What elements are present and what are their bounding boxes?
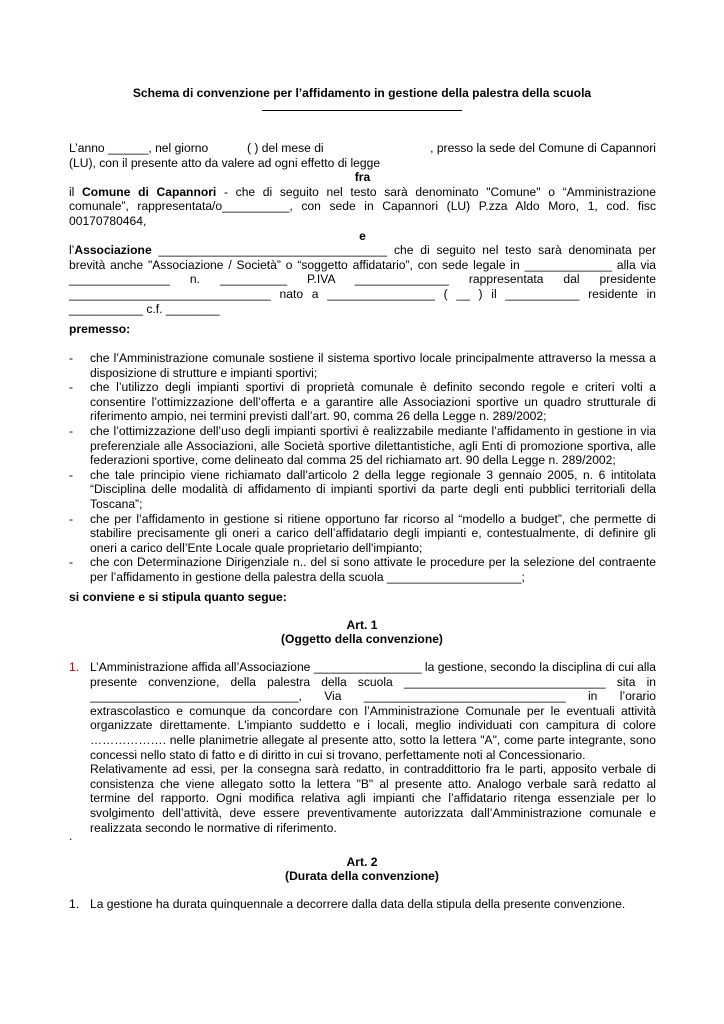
art1-item-1 xyxy=(69,660,656,835)
premesso-item-text: che con Determinazione Dirigenziale n.. del si sono attivate le procedure per la selezione del contraente per l’affidamento in gestione della palestra della scuola ____________________; xyxy=(90,555,656,584)
conviene-line: si conviene e si stipula quanto segue: xyxy=(69,590,287,604)
art1-subheading: (Oggetto della convenzione) xyxy=(281,632,443,646)
premesso-item: - che tale principio viene richiamato dall’articolo 2 della legge regionale 3 gennaio 2005, n. 6 intitolata “Disciplina delle modalità di affidamento di impianti sportivi da parte degli enti pubblici territoriali della Toscana”; xyxy=(69,467,656,511)
premesso-list xyxy=(69,351,656,585)
art2-paragraph-1: La gestione ha durata quinquennale a decorrere dalla data della stipula della presente convenzione. xyxy=(90,897,626,911)
comune-prefix: il xyxy=(69,184,75,199)
art1-item-number: 1. xyxy=(69,660,80,674)
intro-section xyxy=(69,141,656,316)
e-label: e xyxy=(359,228,366,243)
premesso-label: premesso: xyxy=(69,322,131,336)
intro-line-1 xyxy=(69,141,656,156)
art1-paragraph-2: Relativamente ad essi, per la consegna sarà redatto, in contraddittorio fra le parti, apposito verbale di consistenza che viene allegato sotto la lettera "B" al presente atto. Analogo verbale sarà redatto al termine del rapporto. Ogni modifica relativa agli impianti che l’affidatario ritenga essenziale per lo svolgimento dell’attività, deve essere preventivamente autorizzata dall’Amministrazione comunale e realizzata secondo le normative di riferimento. xyxy=(90,762,656,835)
art2-subheading: (Durata della convenzione) xyxy=(285,869,439,883)
intro-line-2: (LU), con il presente atto da valere ad ogni effetto di legge xyxy=(69,155,381,170)
assoc-prefix: l’ xyxy=(69,243,75,258)
art1-heading: Art. 1 xyxy=(346,618,378,632)
intro-year-day: L’anno ______, nel giorno xyxy=(69,141,209,155)
premesso-item: - che l’Amministrazione comunale sostiene il sistema sportivo locale principalmente attraverso la messa a disposizione di strutture e impianti sportivi; xyxy=(69,351,656,380)
associazione-paragraph xyxy=(69,243,656,301)
intro-month: ( ) del mese di xyxy=(247,141,324,155)
art2-heading: Art. 2 xyxy=(346,855,378,869)
premesso-item: - che l’utilizzo degli impianti sportivi di proprietà comunale è definito secondo regole e criteri volti a consentire l’ottimizzazione dell’offerta e a garantire alle Associazioni sportive un quadro strutturale di riferimento ampio, nei termini previsti dall’art. 90, comma 26 della Legge n. 289/2002; xyxy=(69,380,656,424)
premesso-item-text: che l’Amministrazione comunale sostiene il sistema sportivo locale principalmente attraverso la messa a disposizione di strutture e impianti sportivi; xyxy=(90,351,656,380)
art2-item-number: 1. xyxy=(69,897,80,911)
premesso-item-text: che l’utilizzo degli impianti sportivi di proprietà comunale è definito secondo regole e criteri volti a consentire l’ottimizzazione dell’offerta e a garantire alle Associazioni sportive un quadro strutturale di riferimento ampio, nei termini previsti dall’art. 90, comma 26 della Legge n. 289/2002; xyxy=(90,380,656,424)
document-title: Schema di convenzione per l’affidamento in gestione della palestra della scuola xyxy=(132,86,592,100)
comune-name: Comune di Capannori xyxy=(82,184,217,199)
assoc-last-line: ___________ c.f. ________ xyxy=(69,301,220,316)
comune-text: - che di seguito nel testo sarà denominato "Comune" o “Amministrazione comunale”, rappresentata/o__________, con sede in Capannori (LU) P.zza Aldo Moro, 1, cod. fisc 00170780464, xyxy=(69,184,656,228)
art1-paragraph-1: L’Amministrazione affida all’Associazione ________________ la gestione, secondo la disciplina di cui alla presente convenzione, della palestra della scuola ______________________________ sita in _______________________________, Via ______________________________ in l’orario extrascolastico e comunque da concordare con l’Amministrazione Comunale per le eventuali attività organizzate direttamente. L'impianto suddetto e i locali, meglio individuati con campitura di colore ………………. nelle planimetrie allegate al presente atto, sotto la lettera "A", come parte integrante, sono concessi nello stato di fatto e di diritto in cui si trovano, perfettamente noti al Concessionario. xyxy=(90,660,656,762)
stray-dot: . xyxy=(69,829,73,843)
premesso-item-text: che per l’affidamento in gestione si ritiene opportuno far ricorso al “modello a budget”, che permette di stabilire precisamente gli oneri a carico dell’affidatario degli impianti e, contestualmente, di definire gli oneri a carico dell’Ente Locale quale proprietario dell'impianto; xyxy=(90,511,656,555)
fra-label: fra xyxy=(354,170,371,185)
premesso-item: - che l’ottimizzazione dell’uso degli impianti sportivi è realizzabile mediante l’affidamento in gestione in via preferenziale alle Associazioni, alle Società sportive dilettantistiche, agli Enti di promozione sportiva, alle federazioni sportive, come delineato dal comma 25 del richiamato art. 90 della Legge n. 289/2002; xyxy=(69,423,656,468)
assoc-name: Associazione xyxy=(74,243,152,258)
comune-paragraph xyxy=(69,185,656,229)
premesso-item: - che con Determinazione Dirigenziale n.. del si sono attivate le procedure per la selezione del contraente per l’affidamento in gestione della palestra della scuola ____________________; xyxy=(69,555,656,584)
art2-item-1 xyxy=(69,897,656,912)
intro-place: , presso la sede del Comune di Capannori xyxy=(430,141,656,155)
premesso-item: - che per l’affidamento in gestione si ritiene opportuno far ricorso al “modello a budget”, che permette di stabilire precisamente gli oneri a carico dell’affidatario degli impianti e, contestualmente, di definire gli oneri a carico dell’Ente Locale quale proprietario dell'impianto; xyxy=(69,511,656,555)
premesso-item-text: che tale principio viene richiamato dall’articolo 2 della legge regionale 3 gennaio 2005, n. 6 intitolata “Disciplina delle modalità di affidamento di impianti sportivi da parte degli enti pubblici territoriali della Toscana”; xyxy=(90,467,656,511)
premesso-item-text: che l’ottimizzazione dell’uso degli impianti sportivi è realizzabile mediante l’affidamento in gestione in via preferenziale alle Associazioni, alle Società sportive dilettantistiche, agli Enti di promozione sportiva, alle federazioni sportive, come delineato dal comma 25 del richiamato art. 90 della Legge n. 289/2002; xyxy=(90,423,656,468)
title-underline xyxy=(262,110,462,111)
assoc-text: __________________________________ che di seguito nel testo sarà denominata per brevità anche "Associazione / Società” o “soggetto affidatario”, con sede legale in _____________ alla via _______________ n. __________ P.IVA ______________ rappresentata dal presidente ______________________________ nato a ________________ ( __ ) il ___________ residente in xyxy=(69,243,656,301)
